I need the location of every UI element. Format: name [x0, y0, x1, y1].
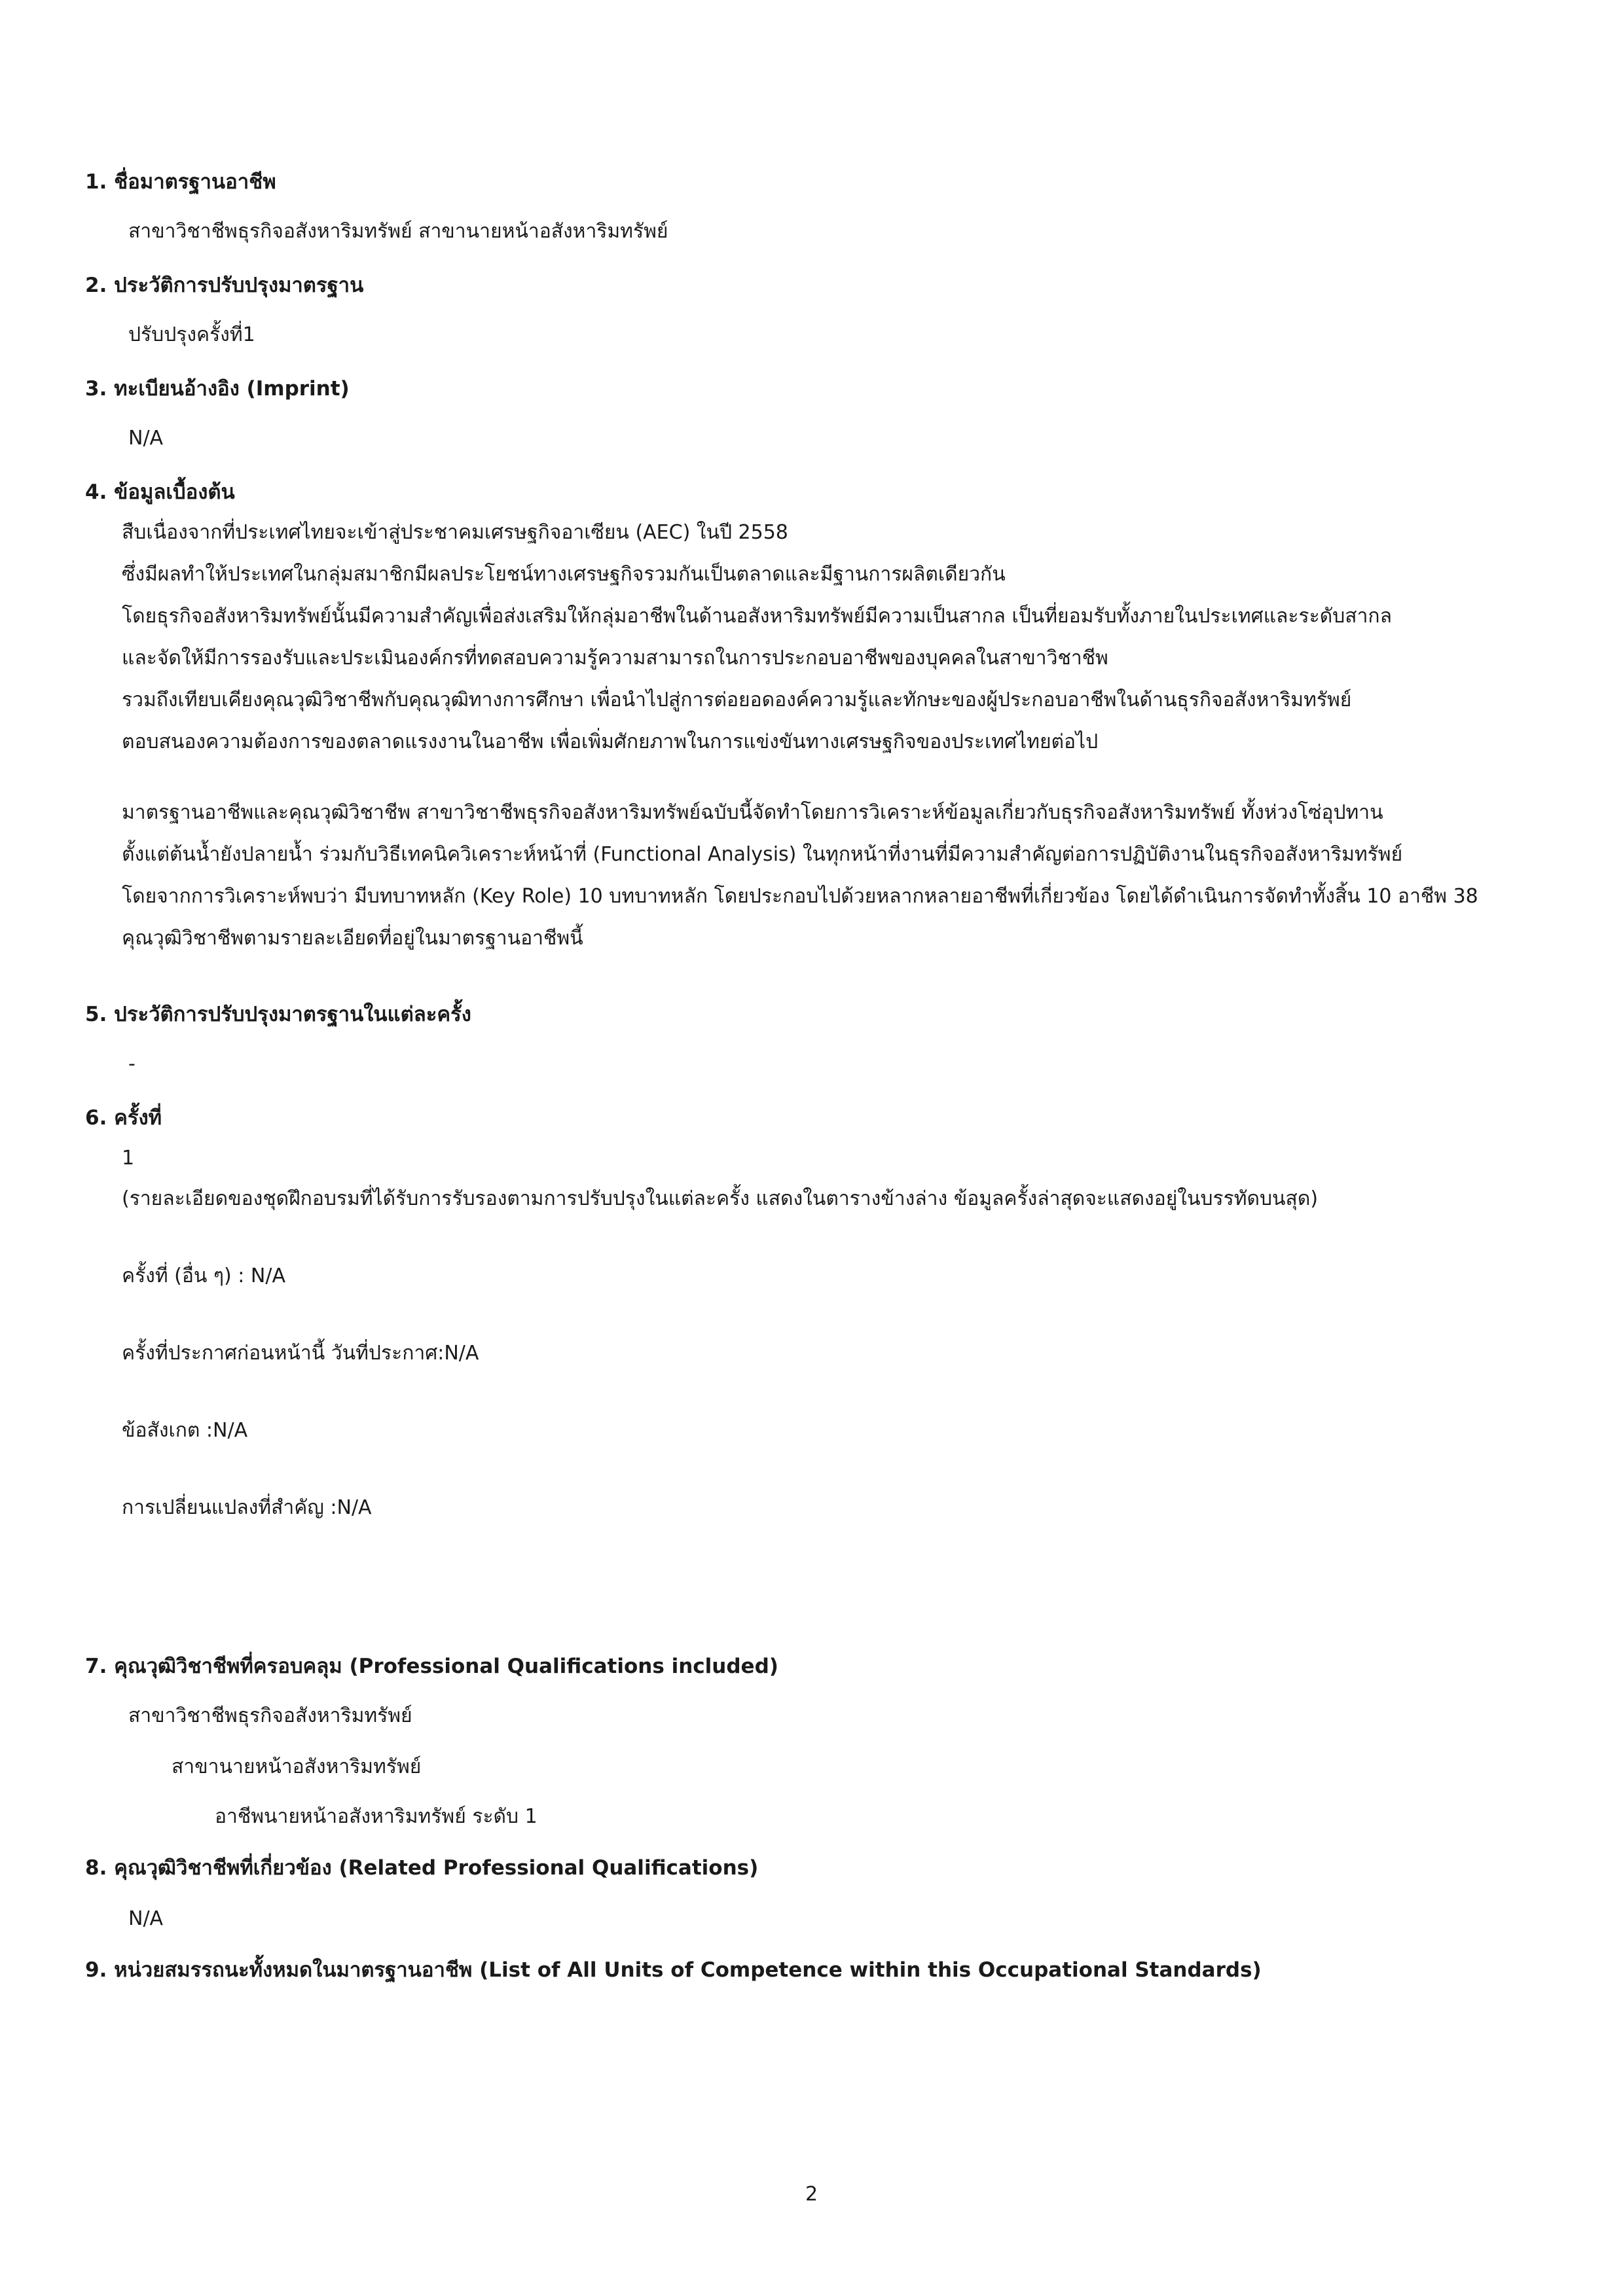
section-7-level-1: สาขาวิชาชีพธุรกิจอสังหาริมทรัพย์	[128, 1704, 412, 1727]
section-2-body: ปรับปรุงครั้งที่1	[128, 323, 255, 346]
section-7-level-3: อาชีพนายหน้าอสังหาริมทรัพย์ ระดับ 1	[215, 1805, 538, 1828]
section-4-p2-line-4: คุณวุฒิวิชาชีพตามรายละเอียดที่อยู่ในมาตรฐานอาชีพนี้	[122, 927, 583, 950]
section-9-heading: 9. หน่วยสมรรถนะทั้งหมดในมาตรฐานอาชีพ (List of All Units of Competence within this Occupational Standards)	[85, 1958, 1262, 1982]
page-number: 2	[805, 2183, 818, 2206]
section-4-heading: 4. ข้อมูลเบื้องต้น	[85, 480, 235, 504]
section-3-heading: 3. ทะเบียนอ้างอิง (Imprint)	[85, 377, 350, 401]
section-1-body: สาขาวิชาชีพธุรกิจอสังหาริมทรัพย์ สาขานายหน้าอสังหาริมทรัพย์	[128, 220, 668, 243]
section-5-heading: 5. ประวัติการปรับปรุงมาตรฐานในแต่ละครั้ง	[85, 1003, 471, 1026]
section-4-p1-line-1: สืบเนื่องจากที่ประเทศไทยจะเข้าสู่ประชาคมเศรษฐกิจอาเซียน (AEC) ในปี 2558	[122, 521, 788, 544]
section-2-heading: 2. ประวัติการปรับปรุงมาตรฐาน	[85, 274, 364, 297]
section-4-p1-line-5: รวมถึงเทียบเคียงคุณวุฒิวิชาชีพกับคุณวุฒิทางการศึกษา เพื่อนำไปสู่การต่อยอดองค์ความรู้และทักษะของผู้ประกอบอาชีพในด้านธุรกิจอสังหาริมทรัพย์	[122, 689, 1352, 711]
section-4-p1-line-6: ตอบสนองความต้องการของตลาดแรงงานในอาชีพ เพื่อเพิ่มศักยภาพในการแข่งขันทางเศรษฐกิจของประเทศไทยต่อไป	[122, 730, 1099, 753]
section-6-heading: 6. ครั้งที่	[85, 1106, 162, 1130]
section-4-p2-line-1: มาตรฐานอาชีพและคุณวุฒิวิชาชีพ สาขาวิชาชีพธุรกิจอสังหาริมทรัพย์ฉบับนี้จัดทำโดยการวิเคราะห์ข้อมูลเกี่ยวกับธุรกิจอสังหาริมทรัพย์ ทั้งห่วงโซ่อุปทาน	[122, 801, 1383, 824]
section-7-level-2: สาขานายหน้าอสังหาริมทรัพย์	[172, 1755, 422, 1778]
section-6-item-remarks: ข้อสังเกต :N/A	[122, 1419, 248, 1442]
section-8-heading: 8. คุณวุฒิวิชาชีพที่เกี่ยวข้อง (Related Professional Qualifications)	[85, 1856, 759, 1880]
section-7-heading: 7. คุณวุฒิวิชาชีพที่ครอบคลุม (Professional Qualifications included)	[85, 1655, 778, 1678]
section-6-number: 1	[122, 1147, 135, 1170]
section-6-item-changes: การเปลี่ยนแปลงที่สำคัญ :N/A	[122, 1496, 372, 1519]
section-6-item-previous: ครั้งที่ประกาศก่อนหน้านี้ วันที่ประกาศ:N/A	[122, 1342, 479, 1365]
section-4-p2-line-3: โดยจากการวิเคราะห์พบว่า มีบทบาทหลัก (Key Role) 10 บทบาทหลัก โดยประกอบไปด้วยหลากหลายอาชีพที่เกี่ยวข้อง โดยได้ดำเนินการจัดทำทั้งสิ้น 10 อาชีพ 38	[122, 885, 1478, 908]
section-6-note: (รายละเอียดของชุดฝึกอบรมที่ได้รับการรับรองตามการปรับปรุงในแต่ละครั้ง แสดงในตารางข้างล่าง ข้อมูลครั้งล่าสุดจะแสดงอยู่ในบรรทัดบนสุด)	[122, 1187, 1319, 1210]
section-4-p2-line-2: ตั้งแต่ต้นน้ำยังปลายน้ำ ร่วมกับวิธีเทคนิควิเคราะห์หน้าที่ (Functional Analysis) ในทุกหน้าที่งานที่มีความสำคัญต่อการปฏิบัติงานในธุรกิจอสังหาริมทรัพย์	[122, 843, 1403, 866]
section-4-p1-line-4: และจัดให้มีการรองรับและประเมินองค์กรที่ทดสอบความรู้ความสามารถในการประกอบอาชีพของบุคคลในสาขาวิชาชีพ	[122, 647, 1108, 670]
section-4-p1-line-3: โดยธุรกิจอสังหาริมทรัพย์นั้นมีความสำคัญเพื่อส่งเสริมให้กลุ่มอาชีพในด้านอสังหาริมทรัพย์มีความเป็นสากล เป็นที่ยอมรับทั้งภายในประเทศและระดับสากล	[122, 605, 1392, 628]
section-4-p1-line-2: ซึ่งมีผลทำให้ประเทศในกลุ่มสมาชิกมีผลประโยชน์ทางเศรษฐกิจรวมกันเป็นตลาดและมีฐานการผลิตเดียวกัน	[122, 563, 1006, 586]
section-5-body: -	[128, 1052, 136, 1075]
section-6-item-other: ครั้งที่ (อื่น ๆ) : N/A	[122, 1265, 285, 1287]
section-8-body: N/A	[128, 1907, 164, 1930]
section-1-heading: 1. ชื่อมาตรฐานอาชีพ	[85, 170, 276, 194]
section-3-body: N/A	[128, 427, 164, 450]
